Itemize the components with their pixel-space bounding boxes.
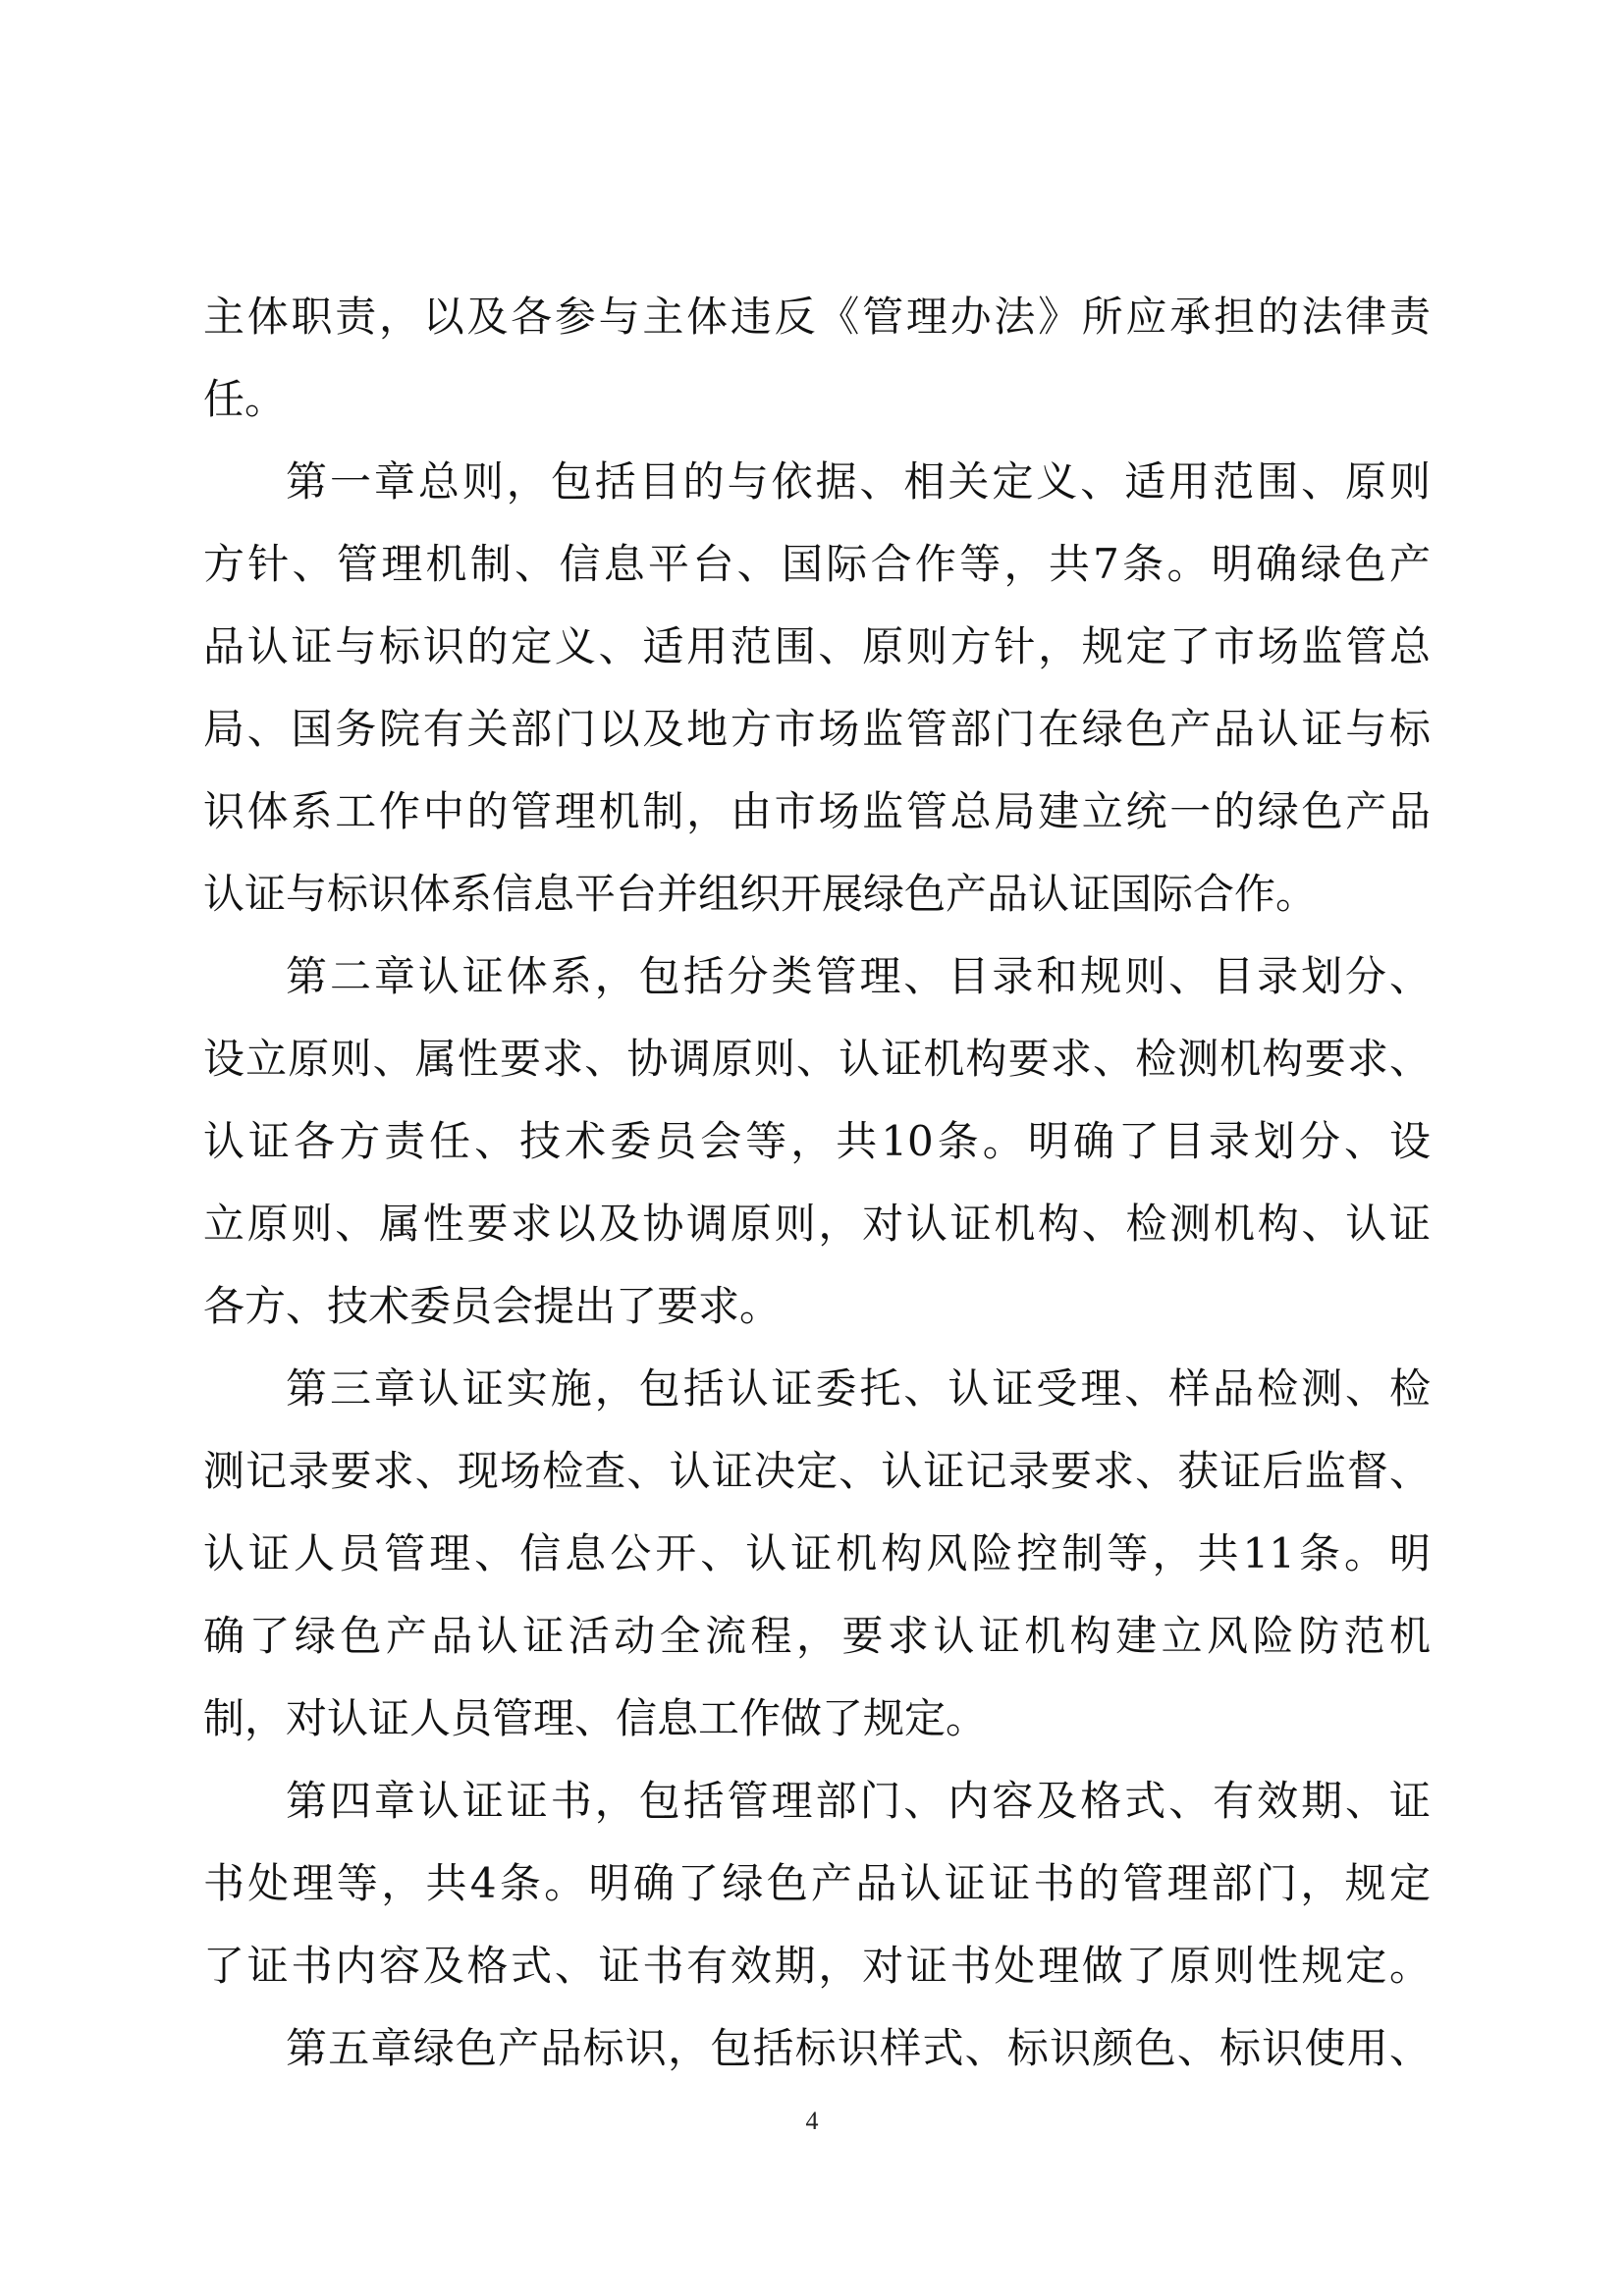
text-line: 局、国务院有关部门以及地方市场监管部门在绿色产品认证与标: [203, 705, 1431, 753]
paragraph-start-line: 第五章绿色产品标识，包括标识样式、标识颜色、标识使用、: [286, 2024, 1431, 2072]
text-line: 认证与标识体系信息平台并组织开展绿色产品认证国际合作。: [203, 870, 1318, 918]
text-line: 任。: [203, 375, 287, 423]
text-line: 各方、技术委员会提出了要求。: [203, 1282, 782, 1330]
text-line: 确了绿色产品认证活动全流程，要求认证机构建立风险防范机: [203, 1612, 1431, 1660]
paragraph-start-line: 第三章认证实施，包括认证委托、认证受理、样品检测、检: [286, 1364, 1431, 1413]
text-line: 设立原则、属性要求、协调原则、认证机构要求、检测机构要求、: [203, 1035, 1431, 1083]
text-line: 主体职责，以及各参与主体违反《管理办法》所应承担的法律责: [203, 293, 1431, 341]
text-line: 品认证与标识的定义、适用范围、原则方针，规定了市场监管总: [203, 622, 1431, 670]
text-line: 制，对认证人员管理、信息工作做了规定。: [203, 1694, 988, 1742]
paragraph-start-line: 第一章总则，包括目的与依据、相关定义、适用范围、原则: [286, 457, 1431, 506]
text-line: 认证人员管理、信息公开、认证机构风险控制等，共11条。明: [203, 1529, 1431, 1577]
text-line: 识体系工作中的管理机制，由市场监管总局建立统一的绿色产品: [203, 787, 1431, 835]
paragraph-start-line: 第四章认证证书，包括管理部门、内容及格式、有效期、证: [286, 1777, 1431, 1825]
text-line: 方针、管理机制、信息平台、国际合作等，共7条。明确绿色产: [203, 540, 1431, 588]
text-line: 测记录要求、现场检查、认证决定、认证记录要求、获证后监督、: [203, 1447, 1431, 1495]
page-number: 4: [805, 2107, 819, 2135]
paragraph-start-line: 第二章认证体系，包括分类管理、目录和规则、目录划分、: [286, 952, 1431, 1000]
text-line: 书处理等，共4条。明确了绿色产品认证证书的管理部门，规定: [203, 1859, 1431, 1907]
text-line: 认证各方责任、技术委员会等，共10条。明确了目录划分、设: [203, 1117, 1431, 1165]
text-line: 立原则、属性要求以及协调原则，对认证机构、检测机构、认证: [203, 1200, 1431, 1248]
text-line: 了证书内容及格式、证书有效期，对证书处理做了原则性规定。: [203, 1942, 1431, 1990]
